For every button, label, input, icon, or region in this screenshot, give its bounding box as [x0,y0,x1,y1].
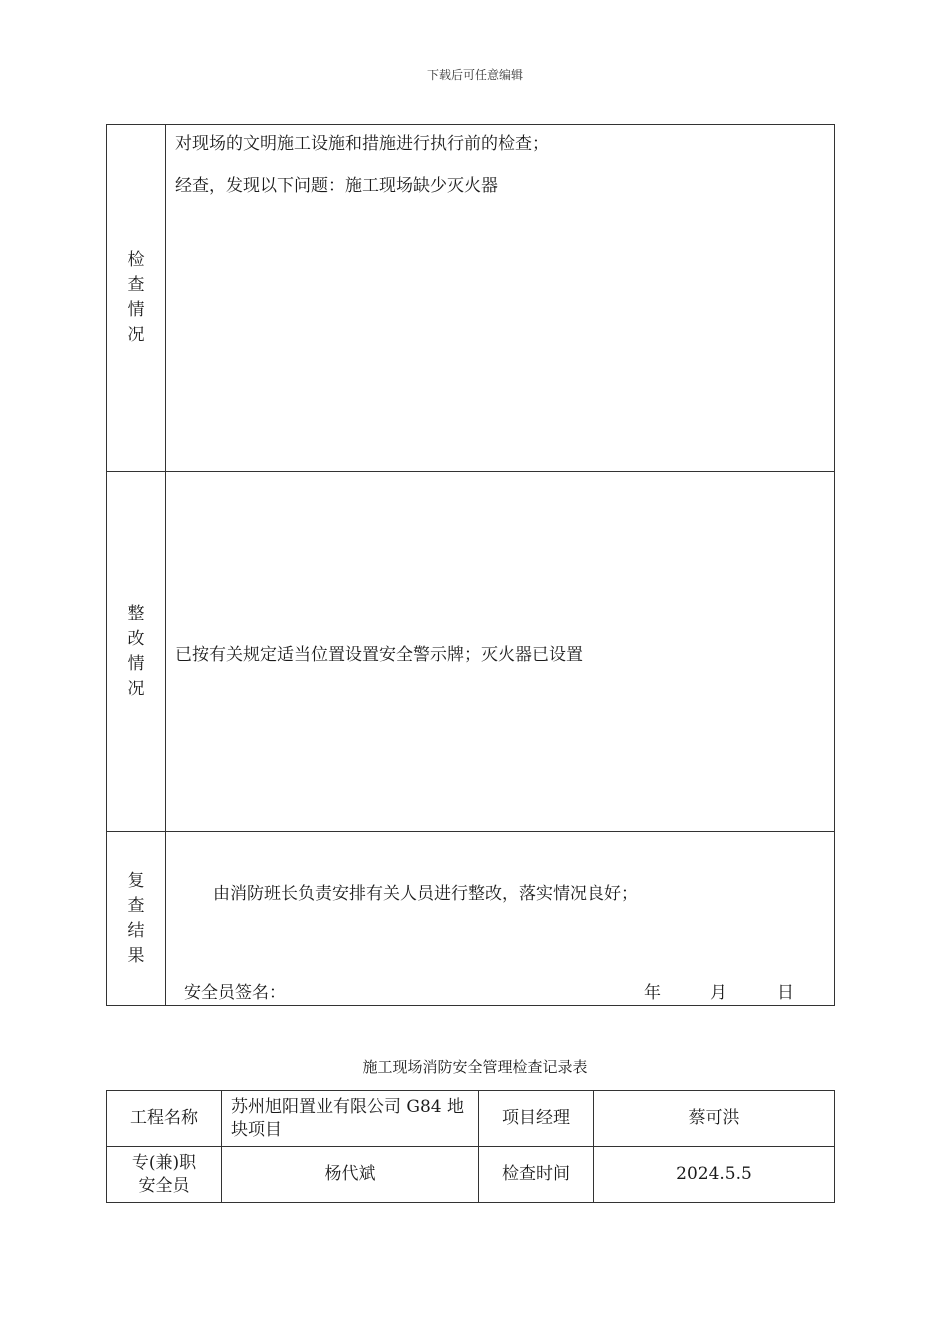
manager-label: 项目经理 [479,1091,594,1147]
rectification-content-cell [166,472,835,832]
inspection-record-table [106,124,835,1006]
safety-officer-value: 杨代斌 [222,1147,479,1203]
date-month: 月 [710,983,727,1003]
review-label: 复查结果 [127,870,145,966]
review-text: 由消防班长负责安排有关人员进行整改，落实情况良好； [213,884,638,904]
inspection-line-2: 经查，发现以下问题：施工现场缺少灭火器 [175,176,498,196]
inspection-line-1: 对现场的文明施工设施和措施进行执行前的检查； [175,134,549,154]
rectification-label: 整改情况 [127,603,145,699]
project-info-table [106,1090,835,1203]
rectification-text: 已按有关规定适当位置设置安全警示牌；灭火器已设置 [175,645,583,665]
safety-officer-label: 专(兼)职安全员 [107,1147,222,1203]
manager-value: 蔡可洪 [594,1091,835,1147]
review-row [107,832,835,1006]
inspection-row [107,125,835,472]
inspection-label-cell [107,125,166,472]
check-time-value: 2024.5.5 [594,1147,835,1203]
date-day: 日 [777,983,794,1003]
check-time-label: 检查时间 [479,1147,594,1203]
info-row-1 [107,1091,835,1147]
inspection-content-cell [166,125,835,472]
info-row-2 [107,1147,835,1203]
project-name-label: 工程名称 [107,1091,222,1147]
date-year: 年 [644,983,661,1003]
review-label-cell [107,832,166,1006]
header-note: 下载后可任意编辑 [426,68,523,82]
inspection-label: 检查情况 [127,250,145,345]
review-content-cell [166,832,835,1006]
rectification-label-cell [107,472,166,832]
project-name-value: 苏州旭阳置业有限公司 G84 地块项目 [222,1091,479,1147]
form-title: 施工现场消防安全管理检查记录表 [362,1058,588,1076]
rectification-row [107,472,835,832]
signature-label: 安全员签名： [184,983,286,1003]
